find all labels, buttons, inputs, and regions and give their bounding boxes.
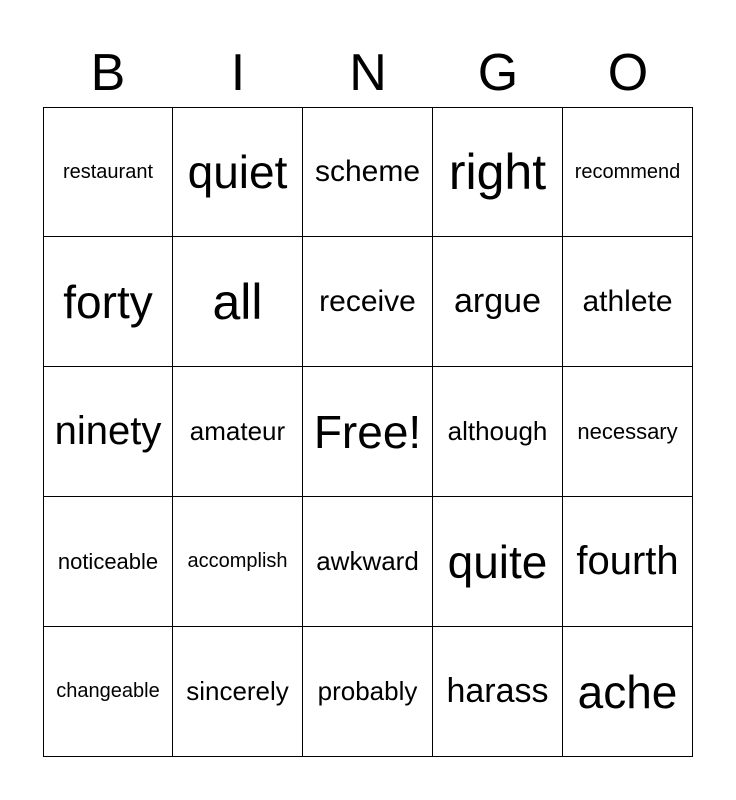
bingo-cell[interactable]: argue [433,237,563,367]
bingo-card [43,107,693,757]
bingo-cell[interactable]: amateur [173,367,303,497]
bingo-cell[interactable]: athlete [563,237,693,367]
bingo-cell[interactable]: receive [303,237,433,367]
bingo-cell[interactable]: quiet [173,107,303,237]
bingo-cell[interactable]: quite [433,497,563,627]
bingo-cell[interactable]: ache [563,627,693,757]
bingo-cell[interactable]: restaurant [43,107,173,237]
bingo-cell[interactable]: awkward [303,497,433,627]
bingo-cell[interactable]: accomplish [173,497,303,627]
bingo-cell[interactable]: probably [303,627,433,757]
bingo-cell[interactable]: necessary [563,367,693,497]
bingo-cell[interactable]: although [433,367,563,497]
bingo-cell[interactable]: sincerely [173,627,303,757]
header-letter-g: G [477,44,519,102]
bingo-cell[interactable]: right [433,107,563,237]
bingo-cell[interactable]: scheme [303,107,433,237]
bingo-cell[interactable]: ninety [43,367,173,497]
header-letter-i: I [230,44,246,102]
bingo-cell[interactable]: noticeable [43,497,173,627]
header-letter-b: B [90,44,126,102]
header-letter-o: O [607,44,649,102]
bingo-header [43,40,693,106]
bingo-cell[interactable]: fourth [563,497,693,627]
bingo-cell[interactable]: recommend [563,107,693,237]
bingo-cell[interactable]: harass [433,627,563,757]
bingo-cell[interactable]: changeable [43,627,173,757]
bingo-cell[interactable]: forty [43,237,173,367]
bingo-cell[interactable]: all [173,237,303,367]
header-letter-n: N [349,44,387,102]
bingo-free-space[interactable]: Free! [303,367,433,497]
